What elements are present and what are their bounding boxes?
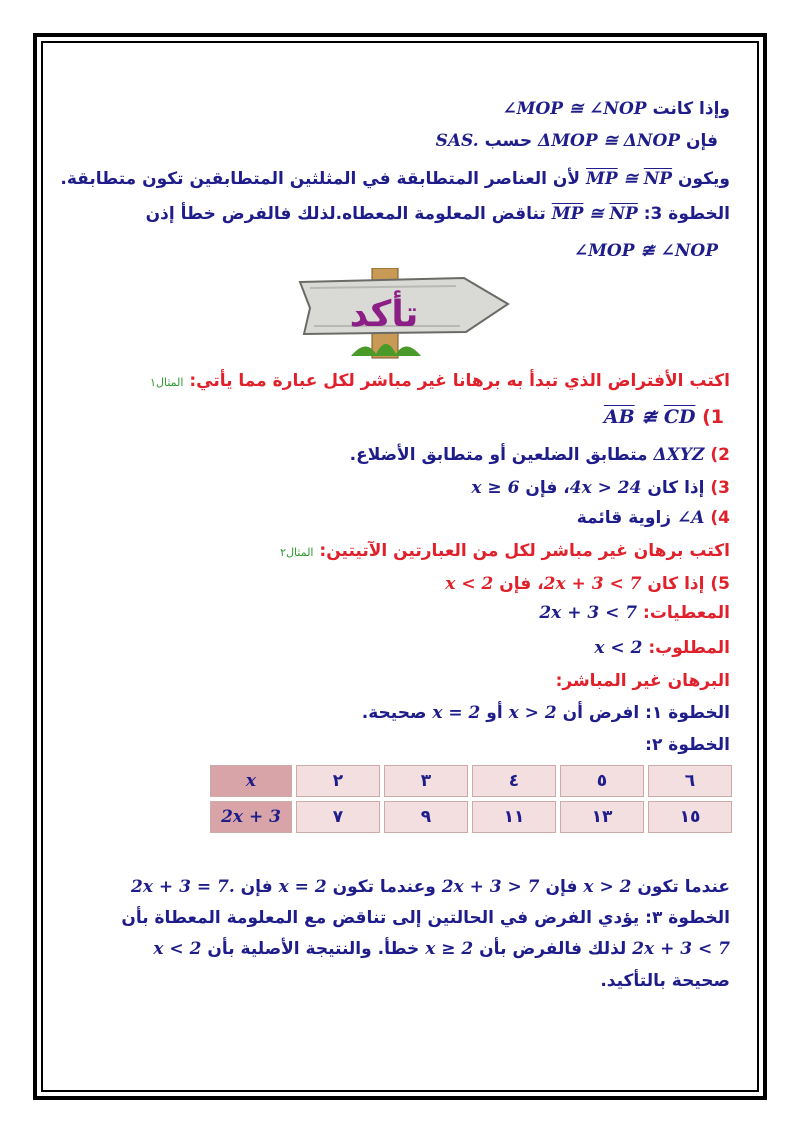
instruction-example-2: اكتب برهان غير مباشر لكل من العبارتين الآتيتين: المثال٢ (280, 541, 730, 561)
item-2: 2) ΔXYZ متطابق الضلعين أو متطابق الأضلاع. (349, 445, 730, 465)
item-5: 5) إذا كان 2x + 3 < 7، فإن x < 2 (445, 574, 730, 594)
table-cell: ٩ (384, 801, 468, 833)
table-row-x (210, 765, 732, 797)
check-signpost-image (296, 268, 510, 362)
item-4: 4) ∠A زاوية قائمة (576, 508, 730, 528)
given-line: المعطيات: 2x + 3 < 7 (539, 603, 730, 623)
table-cell: ٧ (296, 801, 380, 833)
item-3: 3) إذا كان 4x > 24، فإن x ≥ 6 (471, 478, 730, 498)
line-segments-congruent: ويكون $\overline{MP}$ ≅ $\overline{NP}$ لأن العناصر المتطابقة في المثلثين المتطابقين تكون متطابقة. (60, 169, 730, 189)
table-cell: ١٣ (560, 801, 644, 833)
table-header-x: x (210, 765, 292, 797)
line-conclusion-angles: ∠MOP ≇ ∠NOP (573, 241, 718, 261)
conclusion-line-4: صحيحة بالتأكيد. (600, 971, 730, 991)
table-cell: ١١ (472, 801, 556, 833)
proof-step-2: الخطوة ٢: (645, 735, 730, 755)
proof-label: البرهان غير المباشر: (555, 671, 730, 691)
sign-label: تأكد (349, 294, 419, 335)
table-cell: ٤ (472, 765, 556, 797)
required-line: المطلوب: x < 2 (594, 638, 730, 658)
conclusion-line-3: 2x + 3 < 7 لذلك فالفرض بأن x ≥ 2 خطأ. والنتيجة الأصلية بأن x < 2 (153, 939, 730, 959)
table-cell: ٣ (384, 765, 468, 797)
conclusion-line-1: عندما تكون x > 2 فإن 2x + 3 > 7 وعندما تكون x = 2 فإن 2x + 3 = 7. (131, 877, 730, 897)
table-row-expression (210, 801, 732, 833)
instruction-example-1: اكتب الأفتراض الذي تبدأ به برهانا غير مباشر لكل عبارة مما يأتي: المثال١ (150, 371, 730, 391)
table-cell: ٦ (648, 765, 732, 797)
proof-step-1: الخطوة ١: افرض أن x > 2 أو x = 2 صحيحة. (361, 703, 730, 723)
line-then-triangles: فإن ΔMOP ≅ ΔNOP حسب SAS. (435, 131, 718, 151)
line-if-angles: وإذا كانت ∠MOP ≅ ∠NOP (502, 99, 730, 119)
line-step-3: الخطوة 3: $\overline{MP}$ ≅ $\overline{NP}$ تناقض المعلومة المعطاه.لذلك فالفرض خطأ إذن (145, 204, 730, 224)
page-border-inner (41, 41, 759, 1092)
values-table (206, 761, 736, 837)
table-cell: ٥ (560, 765, 644, 797)
table-header-expression: 2x + 3 (210, 801, 292, 833)
conclusion-line-2: الخطوة ٣: يؤدي الفرض في الحالتين إلى تناقض مع المعلومة المعطاة بأن (121, 908, 730, 928)
item-1: 1) $\overline{AB}$ ≇ $\overline{CD}$ (603, 406, 724, 428)
table-cell: ٢ (296, 765, 380, 797)
table-cell: ١٥ (648, 801, 732, 833)
